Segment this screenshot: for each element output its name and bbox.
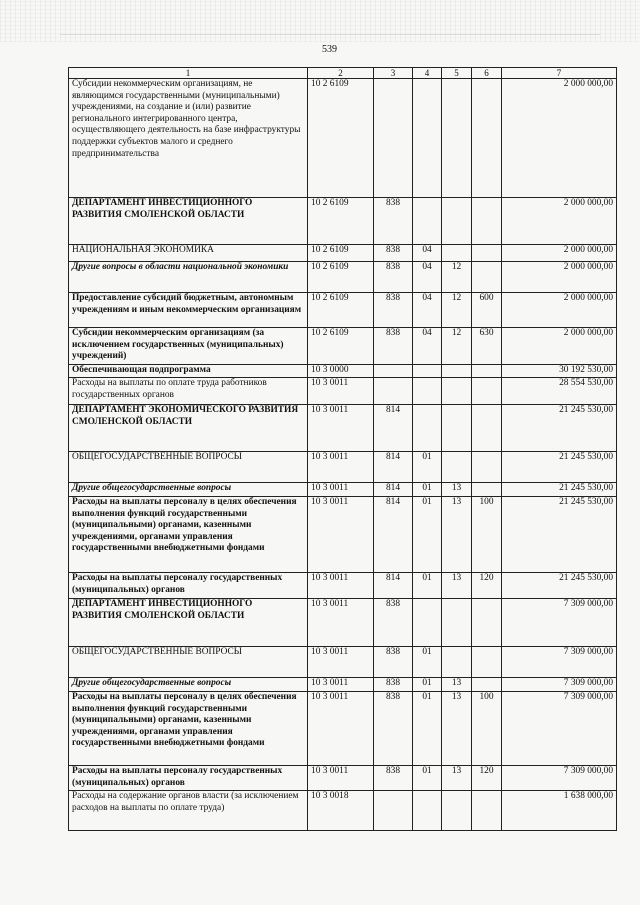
row-amount: 2 000 000,00 xyxy=(502,293,617,328)
row-section: 01 xyxy=(413,483,442,497)
row-name: Субсидии некоммерческим организациям (за исключением государственных (муниципальных) учреждений) xyxy=(69,328,308,365)
table-row xyxy=(69,262,617,293)
row-name: Расходы на выплаты персоналу в целях обеспечения выполнения функций государственными (муниципальными) органами, казенными учреждениями, органами управления государственными внебюджетными фондами xyxy=(69,497,308,573)
row-section: 04 xyxy=(413,328,442,365)
row-code: 10 3 0011 xyxy=(308,452,374,483)
row-expense-type xyxy=(472,378,502,405)
header-cell: 6 xyxy=(472,68,502,79)
table-row xyxy=(69,791,617,831)
row-subsection xyxy=(442,599,472,647)
row-amount: 7 309 000,00 xyxy=(502,692,617,766)
row-expense-type: 630 xyxy=(472,328,502,365)
row-expense-type: 600 xyxy=(472,293,502,328)
row-code: 10 3 0011 xyxy=(308,766,374,791)
table-row xyxy=(69,405,617,452)
row-section xyxy=(413,79,442,198)
row-code: 10 3 0011 xyxy=(308,573,374,599)
row-name: НАЦИОНАЛЬНАЯ ЭКОНОМИКА xyxy=(69,245,308,262)
row-code: 10 3 0011 xyxy=(308,599,374,647)
row-expense-type: 100 xyxy=(472,497,502,573)
row-subsection xyxy=(442,405,472,452)
row-expense-type xyxy=(472,791,502,831)
row-section xyxy=(413,791,442,831)
table-row xyxy=(69,497,617,573)
scan-noise-header xyxy=(0,0,640,42)
row-expense-type xyxy=(472,79,502,198)
row-section: 01 xyxy=(413,678,442,692)
row-name: ОБЩЕГОСУДАРСТВЕННЫЕ ВОПРОСЫ xyxy=(69,647,308,678)
row-expense-type xyxy=(472,452,502,483)
row-code: 10 3 0011 xyxy=(308,678,374,692)
table-row xyxy=(69,452,617,483)
table-row xyxy=(69,573,617,599)
row-amount: 7 309 000,00 xyxy=(502,647,617,678)
row-amount: 7 309 000,00 xyxy=(502,766,617,791)
row-code: 10 2 6109 xyxy=(308,79,374,198)
row-amount: 21 245 530,00 xyxy=(502,452,617,483)
row-section: 04 xyxy=(413,293,442,328)
header-cell: 1 xyxy=(69,68,308,79)
row-expense-type xyxy=(472,599,502,647)
row-amount: 30 192 530,00 xyxy=(502,365,617,378)
table-row xyxy=(69,328,617,365)
row-code: 10 3 0018 xyxy=(308,791,374,831)
header-cell: 2 xyxy=(308,68,374,79)
row-dept xyxy=(374,79,413,198)
row-dept xyxy=(374,378,413,405)
table-row xyxy=(69,293,617,328)
row-dept: 838 xyxy=(374,262,413,293)
row-amount: 2 000 000,00 xyxy=(502,198,617,245)
row-name: Расходы на выплаты персоналу в целях обеспечения выполнения функций государственными (муниципальными) органами, казенными учреждениями, органами управления государственными внебюджетными фондами xyxy=(69,692,308,766)
row-name: ДЕПАРТАМЕНТ ЭКОНОМИЧЕСКОГО РАЗВИТИЯ СМОЛЕНСКОЙ ОБЛАСТИ xyxy=(69,405,308,452)
page-number: 539 xyxy=(322,44,337,55)
row-expense-type xyxy=(472,483,502,497)
row-section: 01 xyxy=(413,647,442,678)
row-code: 10 3 0011 xyxy=(308,692,374,766)
row-dept: 838 xyxy=(374,766,413,791)
row-expense-type xyxy=(472,678,502,692)
row-section xyxy=(413,378,442,405)
table-row xyxy=(69,647,617,678)
row-dept: 838 xyxy=(374,599,413,647)
row-name: Субсидии некоммерческим организациям, не являющимся государственными (муниципальными) учреждениями, на создание и (или) развитие регионального интегрированного центра, осуществляющего деятельность на базе инфраструктуры поддержки субъектов малого и среднего предпринимательства xyxy=(69,79,308,198)
header-cell: 4 xyxy=(413,68,442,79)
row-expense-type xyxy=(472,262,502,293)
row-dept: 814 xyxy=(374,497,413,573)
row-code: 10 2 6109 xyxy=(308,262,374,293)
row-subsection: 12 xyxy=(442,293,472,328)
row-dept: 838 xyxy=(374,678,413,692)
table-row xyxy=(69,692,617,766)
row-code: 10 3 0011 xyxy=(308,405,374,452)
row-subsection: 13 xyxy=(442,678,472,692)
row-amount: 7 309 000,00 xyxy=(502,678,617,692)
row-dept: 838 xyxy=(374,293,413,328)
row-code: 10 2 6109 xyxy=(308,328,374,365)
row-name: Обеспечивающая подпрограмма xyxy=(69,365,308,378)
table-row xyxy=(69,245,617,262)
row-subsection: 13 xyxy=(442,483,472,497)
row-code: 10 3 0011 xyxy=(308,483,374,497)
row-subsection: 13 xyxy=(442,497,472,573)
row-name: Другие общегосударственные вопросы xyxy=(69,483,308,497)
row-dept: 838 xyxy=(374,198,413,245)
row-expense-type: 100 xyxy=(472,692,502,766)
row-code: 10 2 6109 xyxy=(308,293,374,328)
row-amount: 2 000 000,00 xyxy=(502,262,617,293)
table-row xyxy=(69,198,617,245)
row-code: 10 3 0011 xyxy=(308,378,374,405)
row-dept: 838 xyxy=(374,692,413,766)
row-dept xyxy=(374,365,413,378)
row-amount: 2 000 000,00 xyxy=(502,245,617,262)
row-dept: 838 xyxy=(374,245,413,262)
row-section: 01 xyxy=(413,573,442,599)
row-amount: 2 000 000,00 xyxy=(502,79,617,198)
row-section: 01 xyxy=(413,766,442,791)
row-amount: 7 309 000,00 xyxy=(502,599,617,647)
row-section: 01 xyxy=(413,452,442,483)
row-dept: 814 xyxy=(374,573,413,599)
row-name: Расходы на выплаты персоналу государственных (муниципальных) органов xyxy=(69,766,308,791)
row-expense-type: 120 xyxy=(472,573,502,599)
row-dept: 814 xyxy=(374,405,413,452)
row-section xyxy=(413,365,442,378)
row-subsection xyxy=(442,79,472,198)
header-cell: 3 xyxy=(374,68,413,79)
row-amount: 28 554 530,00 xyxy=(502,378,617,405)
row-name: Другие общегосударственные вопросы xyxy=(69,678,308,692)
row-section: 04 xyxy=(413,245,442,262)
row-code: 10 2 6109 xyxy=(308,245,374,262)
row-subsection xyxy=(442,245,472,262)
row-subsection xyxy=(442,378,472,405)
row-expense-type: 120 xyxy=(472,766,502,791)
table-row xyxy=(69,79,617,198)
row-code: 10 2 6109 xyxy=(308,198,374,245)
row-subsection: 13 xyxy=(442,692,472,766)
row-section xyxy=(413,599,442,647)
row-amount: 21 245 530,00 xyxy=(502,573,617,599)
row-dept: 814 xyxy=(374,483,413,497)
row-amount: 21 245 530,00 xyxy=(502,497,617,573)
table-row xyxy=(69,365,617,378)
row-name: Расходы на содержание органов власти (за исключением расходов на выплаты по оплате труда) xyxy=(69,791,308,831)
row-subsection: 13 xyxy=(442,573,472,599)
table-header-row xyxy=(69,68,617,79)
row-amount: 2 000 000,00 xyxy=(502,328,617,365)
row-amount: 21 245 530,00 xyxy=(502,405,617,452)
row-subsection xyxy=(442,198,472,245)
row-name: Другие вопросы в области национальной экономики xyxy=(69,262,308,293)
table-row xyxy=(69,483,617,497)
row-expense-type xyxy=(472,647,502,678)
row-expense-type xyxy=(472,405,502,452)
row-code: 10 3 0011 xyxy=(308,497,374,573)
row-name: ДЕПАРТАМЕНТ ИНВЕСТИЦИОННОГО РАЗВИТИЯ СМОЛЕНСКОЙ ОБЛАСТИ xyxy=(69,198,308,245)
row-subsection: 12 xyxy=(442,262,472,293)
table-row xyxy=(69,599,617,647)
row-subsection xyxy=(442,791,472,831)
row-expense-type xyxy=(472,245,502,262)
row-name: Предоставление субсидий бюджетным, автономным учреждениям и иным некоммерческим организациям xyxy=(69,293,308,328)
row-name: Расходы на выплаты по оплате труда работников государственных органов xyxy=(69,378,308,405)
row-expense-type xyxy=(472,365,502,378)
row-dept: 838 xyxy=(374,328,413,365)
row-subsection xyxy=(442,365,472,378)
row-code: 10 3 0000 xyxy=(308,365,374,378)
row-section xyxy=(413,198,442,245)
row-subsection xyxy=(442,647,472,678)
table-row xyxy=(69,378,617,405)
row-subsection: 12 xyxy=(442,328,472,365)
row-dept xyxy=(374,791,413,831)
row-name: Расходы на выплаты персоналу государственных (муниципальных) органов xyxy=(69,573,308,599)
row-subsection: 13 xyxy=(442,766,472,791)
row-name: ОБЩЕГОСУДАРСТВЕННЫЕ ВОПРОСЫ xyxy=(69,452,308,483)
budget-table xyxy=(68,67,617,831)
row-dept: 814 xyxy=(374,452,413,483)
table-row xyxy=(69,678,617,692)
table-row xyxy=(69,766,617,791)
row-section: 04 xyxy=(413,262,442,293)
header-cell: 7 xyxy=(502,68,617,79)
row-section: 01 xyxy=(413,692,442,766)
row-name: ДЕПАРТАМЕНТ ИНВЕСТИЦИОННОГО РАЗВИТИЯ СМОЛЕНСКОЙ ОБЛАСТИ xyxy=(69,599,308,647)
row-amount: 21 245 530,00 xyxy=(502,483,617,497)
row-subsection xyxy=(442,452,472,483)
row-code: 10 3 0011 xyxy=(308,647,374,678)
header-cell: 5 xyxy=(442,68,472,79)
row-section: 01 xyxy=(413,497,442,573)
row-amount: 1 638 000,00 xyxy=(502,791,617,831)
row-dept: 838 xyxy=(374,647,413,678)
row-expense-type xyxy=(472,198,502,245)
row-section xyxy=(413,405,442,452)
